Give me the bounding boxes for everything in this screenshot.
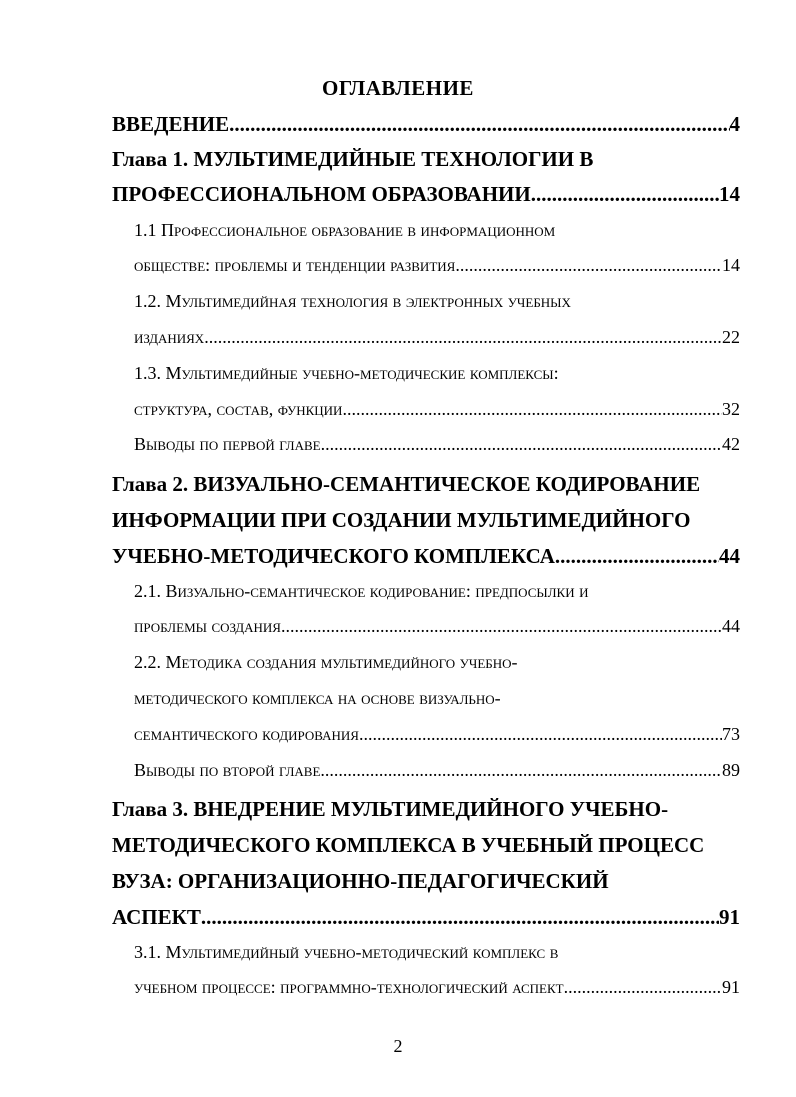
- toc-entry-title: ПРОФЕССИОНАЛЬНОМ ОБРАЗОВАНИИ: [112, 182, 531, 206]
- toc-entry-title: учебном процессе: программно-технологический аспект: [134, 977, 564, 997]
- dot-leader: [229, 112, 729, 137]
- toc-page-number: 44: [719, 544, 740, 568]
- toc-entry-title: АСПЕКТ: [112, 905, 201, 929]
- dot-leader: [320, 760, 722, 781]
- toc-entry-title: обществе: проблемы и тенденции развития: [134, 255, 456, 275]
- toc-entry-chapter-2-cont2[interactable]: [112, 544, 740, 574]
- dot-leader: [531, 182, 719, 207]
- toc-entry-title: Выводы по второй главе: [134, 760, 321, 780]
- toc-entry-section-2-2-cont[interactable]: [134, 688, 740, 718]
- toc-entry-title: ВВЕДЕНИЕ: [112, 112, 230, 136]
- toc-entry-title: 3.1. Мультимедийный учебно-методический комплекс в: [134, 942, 559, 962]
- toc-entry-title: Глава 2. ВИЗУАЛЬНО-СЕМАНТИЧЕСКОЕ КОДИРОВАНИЕ: [112, 472, 701, 496]
- dot-leader: [555, 544, 719, 569]
- toc-entry-chapter-3[interactable]: [112, 797, 740, 827]
- toc-page-number: 14: [719, 182, 740, 206]
- toc-entry-title: 1.3. Мультимедийные учебно-методические комплексы:: [134, 363, 559, 383]
- page-number: 2: [393, 1036, 403, 1056]
- toc-page-number: 4: [729, 112, 740, 136]
- toc-entry-title: Глава 1. МУЛЬТИМЕДИЙНЫЕ ТЕХНОЛОГИИ В: [112, 147, 594, 171]
- dot-leader: [342, 399, 722, 420]
- toc-page-number: 89: [722, 760, 740, 780]
- dot-leader: [455, 255, 722, 276]
- toc-entry-title: УЧЕБНО-МЕТОДИЧЕСКОГО КОМПЛЕКСА: [112, 544, 555, 568]
- toc-entry-section-1-1-cont[interactable]: [134, 255, 740, 285]
- toc-entry-section-2-1-cont[interactable]: [134, 616, 740, 646]
- toc-entry-chapter-3-cont[interactable]: [112, 833, 740, 863]
- toc-entry-section-2-1[interactable]: [134, 581, 740, 611]
- toc-entry-title: 2.1. Визуально-семантическое кодирование: предпосылки и: [134, 581, 589, 601]
- toc-entry-chapter-1[interactable]: [112, 147, 740, 177]
- toc-entry-title: 1.2. Мультимедийная технология в электронных учебных: [134, 291, 571, 311]
- toc-page-number: 42: [722, 434, 740, 454]
- dot-leader: [204, 327, 722, 348]
- toc-page-number: 73: [722, 724, 740, 744]
- toc-entry-section-3-1-cont[interactable]: [134, 977, 740, 1007]
- toc-entry-section-1-3-cont[interactable]: [134, 399, 740, 429]
- toc-entry-chapter-3-cont2[interactable]: [112, 869, 740, 899]
- toc-entry-title: ИНФОРМАЦИИ ПРИ СОЗДАНИИ МУЛЬТИМЕДИЙНОГО: [112, 508, 691, 532]
- toc-entry-section-1-3[interactable]: [134, 363, 740, 393]
- toc-entry-intro[interactable]: [112, 112, 740, 142]
- toc-entry-section-2-2-cont2[interactable]: [134, 724, 740, 754]
- toc-entry-section-3-1[interactable]: [134, 942, 740, 972]
- toc-entry-chapter-1-cont[interactable]: [112, 182, 740, 212]
- toc-entry-section-1-2-cont[interactable]: [134, 327, 740, 357]
- toc-entry-title: изданиях: [134, 327, 205, 347]
- toc-page-number: 91: [722, 977, 740, 997]
- toc-entry-conclusions-1[interactable]: [134, 434, 740, 464]
- toc-page-number: 91: [719, 905, 740, 929]
- toc-entry-chapter-2-cont[interactable]: [112, 508, 740, 538]
- toc-entry-title: Выводы по первой главе: [134, 434, 321, 454]
- dot-leader: [281, 616, 722, 637]
- dot-leader: [321, 434, 722, 455]
- toc-entry-chapter-2[interactable]: [112, 472, 740, 502]
- toc-page-number: 44: [722, 616, 740, 636]
- toc-page-number: 14: [722, 255, 740, 275]
- page-title: ОГЛАВЛЕНИЕ: [322, 76, 474, 100]
- toc-entry-title: семантического кодирования: [134, 724, 359, 744]
- dot-leader: [564, 977, 722, 998]
- toc-entry-title: Глава 3. ВНЕДРЕНИЕ МУЛЬТИМЕДИЙНОГО УЧЕБНО-: [112, 797, 669, 821]
- toc-entry-chapter-3-cont3[interactable]: [112, 905, 740, 935]
- dot-leader: [201, 905, 719, 930]
- toc-page-number: 22: [722, 327, 740, 347]
- dot-leader: [359, 724, 722, 745]
- toc-entry-conclusions-2[interactable]: [134, 760, 740, 790]
- toc-entry-title: проблемы создания: [134, 616, 281, 636]
- toc-entry-section-1-2[interactable]: [134, 291, 740, 321]
- toc-entry-section-1-1[interactable]: [134, 220, 740, 250]
- toc-entry-title: 1.1 Профессиональное образование в информационном: [134, 220, 556, 240]
- toc-entry-section-2-2[interactable]: [134, 652, 740, 682]
- toc-entry-title: 2.2. Методика создания мультимедийного учебно-: [134, 652, 518, 672]
- toc-page-number: 32: [722, 399, 740, 419]
- toc-entry-title: методического комплекса на основе визуально-: [134, 688, 501, 708]
- toc-entry-title: ВУЗА: ОРГАНИЗАЦИОННО-ПЕДАГОГИЧЕСКИЙ: [112, 869, 609, 893]
- toc-entry-title: МЕТОДИЧЕСКОГО КОМПЛЕКСА В УЧЕБНЫЙ ПРОЦЕСС: [112, 833, 705, 857]
- toc-entry-title: структура, состав, функции: [134, 399, 343, 419]
